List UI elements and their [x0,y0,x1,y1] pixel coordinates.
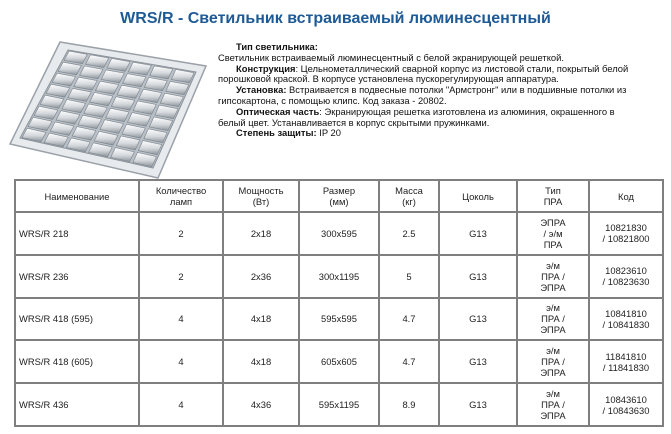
cell-code: 11841810 / 11841830 [589,340,663,383]
cell-lamps: 2 [139,255,223,298]
cell-pra: э/м ПРА / ЭПРА [517,383,589,426]
header-size: Размер (мм) [299,180,379,212]
protection-text: IP 20 [316,128,341,139]
install-text-1: Встраивается в подвесные потолки "Армстронг" или в подшивные потолки из [286,85,627,96]
cell-size: 595x595 [299,298,379,341]
optic-text-2: белый цвет. Устанавливается в корпус скрытыми пружинками. [218,117,490,128]
cell-mass: 4.7 [379,298,439,341]
table-row [15,255,663,298]
cell-base: G13 [439,340,517,383]
cell-size: 605x605 [299,340,379,383]
table-row [15,212,663,255]
cell-size: 595x1195 [299,383,379,426]
product-description [218,42,666,139]
cell-power: 4x36 [223,383,299,426]
type-label: Тип светильника: [236,42,318,52]
cell-name: WRS/R 418 (605) [15,340,139,383]
cell-lamps: 4 [139,298,223,341]
cell-name: WRS/R 436 [15,383,139,426]
header-pra: Тип ПРА [517,180,589,212]
cell-power: 2x18 [223,212,299,255]
install-label: Установка: [236,85,287,96]
cell-power: 4x18 [223,340,299,383]
cell-mass: 8.9 [379,383,439,426]
cell-base: G13 [439,255,517,298]
cell-pra: э/м ПРА / ЭПРА [517,255,589,298]
cell-lamps: 4 [139,383,223,426]
cell-name: WRS/R 236 [15,255,139,298]
cell-pra: э/м ПРА / ЭПРА [517,340,589,383]
construction-label: Конструкция [236,63,296,74]
cell-code: 10843610 / 10843630 [589,383,663,426]
protection-label: Степень защиты: [236,128,317,139]
cell-lamps: 4 [139,340,223,383]
optic-label: Оптическая часть [236,106,320,117]
specs-table [14,179,664,427]
cell-pra: э/м ПРА / ЭПРА [517,298,589,341]
cell-pra: ЭПРА / э/м ПРА [517,212,589,255]
header-base: Цоколь [439,180,517,212]
construction-text-1: : Цельнометаллический сварной корпус из листовой стали, покрытый белой [295,63,629,74]
luminaire-image [8,40,208,180]
page-title: WRS/R - Светильник встраиваемый люминесцентный [120,10,551,27]
cell-power: 4x18 [223,298,299,341]
header-lamps: Количество ламп [139,180,223,212]
cell-code: 10823610 / 10823630 [589,255,663,298]
cell-power: 2x36 [223,255,299,298]
cell-name: WRS/R 218 [15,212,139,255]
table-row [15,340,663,383]
cell-base: G13 [439,298,517,341]
cell-code: 10821830 / 10821800 [589,212,663,255]
cell-code: 10841810 / 10841830 [589,298,663,341]
cell-size: 300x595 [299,212,379,255]
cell-mass: 2.5 [379,212,439,255]
optic-text-1: : Экранирующая решетка изготовлена из алюминия, окрашенного в [319,106,615,117]
header-mass: Масса (кг) [379,180,439,212]
table-row [15,298,663,341]
cell-name: WRS/R 418 (595) [15,298,139,341]
install-text-2: гипсокартона, с помощью клипс. Код заказа - 20802. [218,95,447,106]
header-name: Наименование [15,180,139,212]
header-code: Код [589,180,663,212]
cell-lamps: 2 [139,212,223,255]
header-power: Мощность (Вт) [223,180,299,212]
table-header-row [15,180,663,212]
cell-mass: 4.7 [379,340,439,383]
type-text: Светильник встраиваемый люминесцентный с белой экранирующей решеткой. [218,52,564,63]
construction-text-2: порошковой краской. В корпусе установлена пускорегулирующая аппаратура. [218,74,559,85]
cell-base: G13 [439,383,517,426]
cell-mass: 5 [379,255,439,298]
table-row [15,383,663,426]
cell-base: G13 [439,212,517,255]
cell-size: 300x1195 [299,255,379,298]
